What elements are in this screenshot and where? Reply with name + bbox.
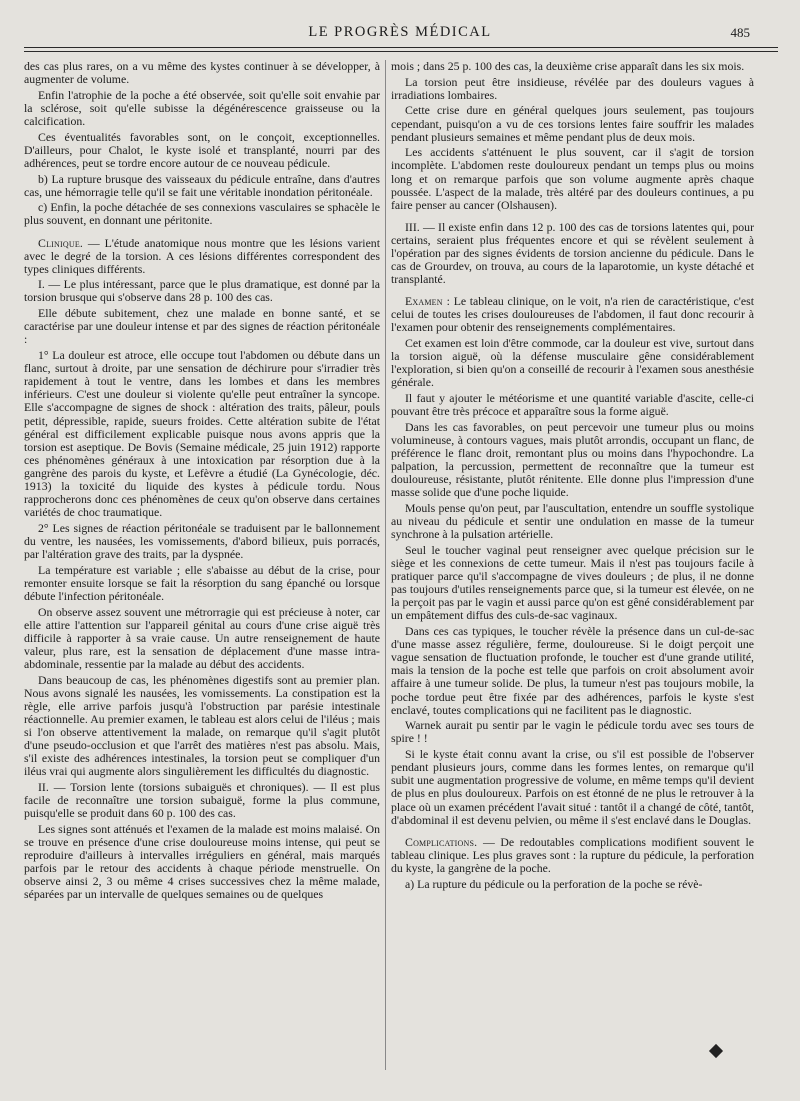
section-lead: Clinique. xyxy=(38,235,84,250)
paragraph-text: Mouls pense qu'on peut, par l'auscultation, entendre un souffle systolique au niveau du pédicule et sentir une ondulation en masse de la tumeur synchrone à la pulsation artérielle. xyxy=(391,501,754,542)
paragraph xyxy=(24,781,380,820)
paragraph-text: Dans ces cas typiques, le toucher révèle la présence dans un cul-de-sac d'une masse assez régulière, ferme, douloureuse. Si le doigt perçoit une vague sensation de fluctuation profonde, le toucher est d'une grande utilité, mais la tension de la poche est telle que parfois on croit absolument avoir affaire à une tumeur solide. De plus, la tumeur n'est pas toujours mobile, la poche tordue peut être fixée par des adhérences, parfois le kyste s'est enclavé, toutes complications qui ne facilitent pas le diagnostic. xyxy=(391,624,754,717)
paragraph-text: Enfin l'atrophie de la poche a été observée, soit qu'elle soit envahie par la sclérose, soit qu'elle subisse la dégénérescence graisseuse ou la calcification. xyxy=(24,87,380,128)
paragraph-text: Cette crise dure en général quelques jours seulement, pas toujours cependant, puisqu'on a vu de ces torsions lentes faire souffrir les malades pendant plusieurs semaines et même pendant plus de deux mois. xyxy=(391,103,754,144)
paragraph-text: Cet examen est loin d'être commode, car la douleur est vive, surtout dans la torsion aiguë, où la défense musculaire gêne considérablement l'exploration, si bien qu'on a conseillé de recourir à l'examen sous anesthésie générale. xyxy=(391,336,754,390)
paragraph-text: II. — Torsion lente (torsions subaiguës et chroniques). — Il est plus facile de reconnaître une torsion subaiguë, forme la plus commune, puisqu'elle se produit dans 60 p. 100 des cas. xyxy=(24,780,380,821)
running-title: LE PROGRÈS MÉDICAL xyxy=(308,24,492,40)
paragraph xyxy=(391,719,754,745)
paragraph xyxy=(24,278,380,304)
paragraph-text: La température est variable ; elle s'abaisse au début de la crise, pour remonter ensuite lorsque se fait la résorption du sang épanché ou lorsque débute l'infection péritonéale. xyxy=(24,562,380,603)
left-column xyxy=(24,60,380,1080)
paragraph-text: 1° La douleur est atroce, elle occupe tout l'abdomen ou débute dans un flanc, surtout à droite, par une sensation de déchirure pour s'irradier très rapidement à tout le ventre, dans les lombes et dans les membres inférieurs. C'est une douleur si violente qu'elle peut entraîner la syncope. Elle s'accompagne de signes de shock : altération des traits, pâleur, pouls petit, dépressible, rapide, sueurs froides. Cette altération subite de l'état général est difficilement explicable puisque nous avons appris que la torsion est aseptique. De Bovis (Semaine médicale, 25 juin 1912) rapporte ces phénomènes généraux à une intoxication par résorption due à la gangrène des parois du kyste, et Lefèvre a étudié (La Gynécologie, déc. 1913) la toxicité du liquide des kystes à pédicule tordu. Nous rapprocherons donc ces phénomènes de ceux qu'on observe dans certaines variétés de choc traumatique. xyxy=(24,348,380,520)
paragraph xyxy=(24,349,380,519)
paragraph-text: Seul le toucher vaginal peut renseigner avec quelque précision sur le siège et les connexions de cette tumeur. Mais il n'est pas toujours facile à pratiquer parce qu'il s'accompagne de vives douleurs ; de plus, il ne donne pas toujours d'utiles renseignements parce que, si la tumeur est élevée, on ne la perçoit pas par le vagin et aussi parce qu'on est gêné considérablement par un empâtement diffus des culs-de-sac vaginaux. xyxy=(391,542,754,623)
paragraph-text: c) Enfin, la poche détachée de ses connexions vasculaires se sphacèle le plus souvent, en donnant une péritonite. xyxy=(24,200,380,228)
paragraph-text: mois ; dans 25 p. 100 des cas, la deuxième crise apparaît dans les six mois. xyxy=(391,59,745,73)
paragraph xyxy=(24,307,380,346)
paragraph xyxy=(391,544,754,623)
paragraph xyxy=(24,89,380,128)
paragraph-text: La torsion peut être insidieuse, révélée par des douleurs vagues à irradiations lombaires. xyxy=(391,74,754,102)
paragraph-text: Ces éventualités favorables sont, on le conçoit, exceptionnelles. D'ailleurs, pour Chalot, le kyste isolé et transplanté, nourri par des adhérences, peut se tordre encore autour de ce nouveau pédicule. xyxy=(24,129,380,170)
paragraph xyxy=(391,421,754,500)
paragraph xyxy=(24,674,380,779)
paragraph xyxy=(391,337,754,389)
paragraph xyxy=(24,606,380,671)
paragraph-text: Dans les cas favorables, on peut percevoir une tumeur plus ou moins volumineuse, à contours vagues, mais plutôt arrondis, occupant un flanc, de préférence le flanc droit, remontant plus ou moins dans l'hypochondre. La palpation, la percussion, permettent de reconnaître que la tumeur est douloureuse, résistante, plutôt rénitente. Elle donne plus l'impression d'une masse solide que d'une poche liquide. xyxy=(391,419,754,500)
paragraph xyxy=(391,221,754,286)
paragraph xyxy=(391,146,754,211)
paragraph-text: Le tableau clinique, on le voit, n'a rien de caractéristique, c'est celui de toutes les crises douloureuses de l'abdomen, il faut donc recourir à l'examen pour obtenir des renseignements complémentaires. xyxy=(391,294,754,335)
paragraph-text: b) La rupture brusque des vaisseaux du pédicule entraîne, dans d'autres cas, une hémorragie telle qu'il se fait une véritable inondation péritonéale. xyxy=(24,171,380,199)
paragraph xyxy=(391,392,754,418)
paragraph xyxy=(24,237,380,276)
paragraph-text: a) La rupture du pédicule ou la perforation de la poche se révè- xyxy=(405,876,703,891)
paragraph-text: des cas plus rares, on a vu même des kystes continuer à se développer, à augmenter de volume. xyxy=(24,59,380,87)
paragraph-text: — De redoutables complications modifient souvent le tableau clinique. Les plus graves sont : la rupture du pédicule, la perforation du kyste, la gangrène de la poche. xyxy=(391,834,754,875)
paragraph xyxy=(391,836,754,875)
paragraph xyxy=(24,522,380,561)
paragraph xyxy=(391,76,754,102)
paragraph xyxy=(391,295,754,334)
paragraph xyxy=(24,60,380,86)
page-number: 485 xyxy=(730,25,750,40)
paragraph xyxy=(391,60,754,73)
paragraph xyxy=(24,173,380,199)
paragraph-text: 2° Les signes de réaction péritonéale se traduisent par le ballonnement du ventre, les nausées, les vomissements, d'abord bilieux, puis porracés, par l'altération grave des traits, par la dyspnée. xyxy=(24,520,380,562)
paragraph-text: Les accidents s'atténuent le plus souvent, car il s'agit de torsion incomplète. L'abdomen reste douloureux pendant un temps plus ou moins long et on remarque parfois que son volume augmente après chaque poussée. L'aspect de la malade, très altéré par des douleurs continues, a pu faire penser au cancer (Olshausen). xyxy=(391,145,754,212)
paragraph-text: Il faut y ajouter le météorisme et une quantité variable d'ascite, celle-ci pouvant être très précoce et apparaître sous la forme aiguë. xyxy=(391,391,754,419)
right-column xyxy=(391,60,754,1080)
paragraph xyxy=(24,201,380,227)
running-header xyxy=(0,16,800,46)
paragraph-text: I. — Le plus intéressant, parce que le plus dramatique, est donné par la torsion brusque qui s'observe dans 28 p. 100 des cas. xyxy=(24,277,380,305)
paragraph-text: Les signes sont atténués et l'examen de la malade est moins malaisé. On se trouve en présence d'une crise douloureuse moins intense, qui peut se reproduire d'ailleurs à intervalles irréguliers en général, mais marqués parfois par le retour des accidents à chaque période menstruelle. On observe ainsi 2, 3 ou même 4 crises successives chez la même malade, séparées par un intervalle de quelques semaines ou de quelques xyxy=(24,821,380,902)
paragraph xyxy=(391,104,754,143)
paragraph xyxy=(24,823,380,902)
section-lead: Examen : xyxy=(405,294,451,309)
paragraph-text: III. — Il existe enfin dans 12 p. 100 des cas de torsions latentes qui, pour certains, seraient plus fréquentes encore et qui se révèlent seulement à l'opération par des signes évidents de torsion ancienne du pédicule. Dans le cas de Grourdev, on trouva, au cours de la laparotomie, un kyste détaché et transplanté. xyxy=(391,219,754,287)
paragraph xyxy=(24,131,380,170)
paragraph xyxy=(391,502,754,541)
header-rule-thick xyxy=(24,47,778,48)
column-divider xyxy=(385,60,386,1070)
paragraph xyxy=(391,748,754,827)
paragraph-text: On observe assez souvent une métrorragie qui est précieuse à noter, car elle attire l'attention sur l'appareil génital au cours d'une crise aiguë très difficile à rapporter à sa vraie cause. Un autre renseignement de haute valeur, plus rare, est la sensation de déplacement d'une masse intra-abdominale, ressentie par la malade au début des accidents. xyxy=(24,604,380,671)
paragraph xyxy=(24,564,380,603)
section-lead: Complications. xyxy=(405,834,478,849)
paragraph-text: — L'étude anatomique nous montre que les lésions varient avec le degré de la torsion. A ces lésions différentes correspondent des types cliniques différents. xyxy=(24,235,380,276)
paragraph-text: Warnek aurait pu sentir par le vagin le pédicule tordu avec ses tours de spire ! ! xyxy=(391,718,754,746)
paragraph xyxy=(391,878,754,891)
paragraph-text: Elle débute subitement, chez une malade en bonne santé, et se caractérise par une douleur intense et par des signes de réaction péritonéale : xyxy=(24,306,380,347)
paragraph-text: Si le kyste était connu avant la crise, ou s'il est possible de l'observer pendant plusieurs jours, comme dans les formes lentes, on remarque qu'il subit une augmentation progressive de volume, en même temps qu'il devient de plus en plus douloureux. Parfois on est étonné de ne plus le retrouver à la place où un examen précédent l'avait situé : tantôt il a changé de côté, tantôt, d'abdominal il est devenu pelvien, ou même il s'est enclavé dans le Douglas. xyxy=(391,747,754,827)
paragraph-text: Dans beaucoup de cas, les phénomènes digestifs sont au premier plan. Nous avons signalé les nausées, les vomissements. La constipation est la règle, elle arrive parfois jusqu'à l'obstruction par parésie intestinale réactionnelle. Au premier examen, le tableau est alors celui de l'iléus ; mais si l'on observe attentivement la malade, on remarque qu'il s'agit plutôt d'une pseudo-occlusion et que l'arrêt des matières n'est pas absolu. Mais, s'il existe des adhérences intestinales, la torsion peut se compliquer d'un iléus vrai qui augmente alors singulièrement les difficultés du diagnostic. xyxy=(24,672,380,779)
header-rule-thin xyxy=(24,51,778,52)
paragraph xyxy=(391,625,754,717)
